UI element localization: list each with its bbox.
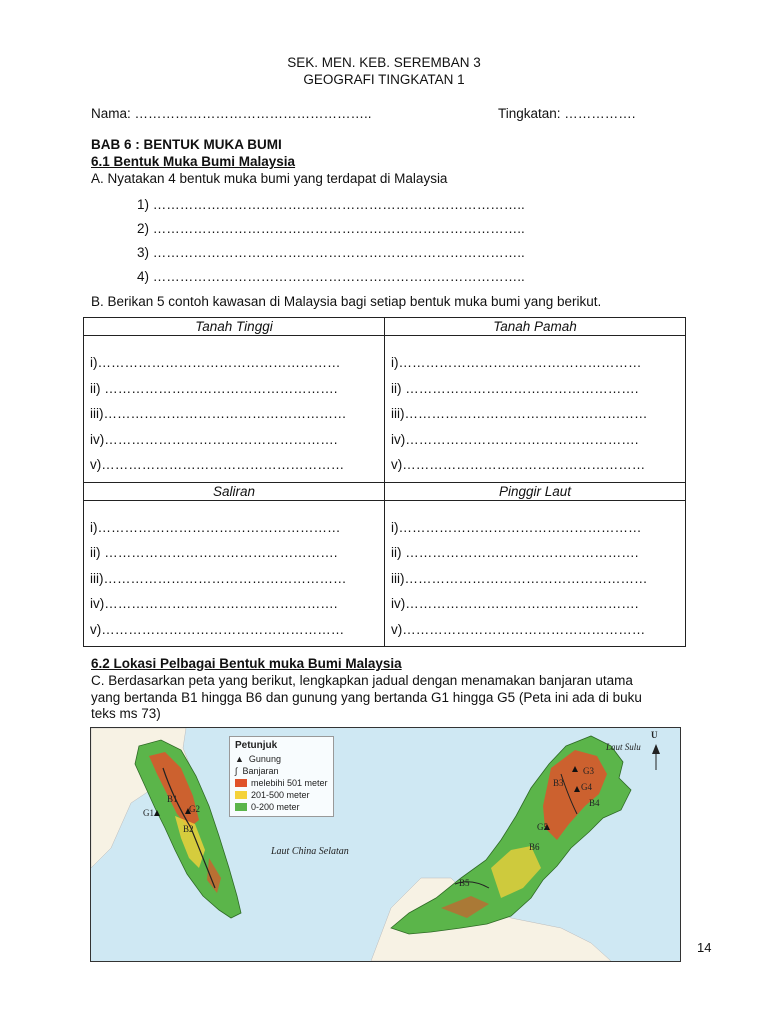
header-tanah-pamah: Tanah Pamah (385, 318, 686, 336)
landform-table (83, 317, 686, 647)
answer-line-2[interactable]: 2) ……………………………………………………………………….. (137, 221, 525, 236)
map-illustration (91, 728, 680, 961)
swatch-low (235, 803, 247, 811)
list-item[interactable]: iii)……………………………………………… (90, 406, 347, 421)
list-item[interactable]: ii) ……………………………………………. (90, 380, 338, 396)
mountain-icon: ▲ (235, 754, 244, 764)
swatch-mid (235, 791, 247, 799)
list-item[interactable]: v)……………………………………………… (90, 457, 345, 472)
legend-item: melebihi 501 meter (251, 778, 328, 788)
header-pinggir-laut: Pinggir Laut (385, 482, 686, 500)
class-field[interactable]: Tingkatan: ……………. (498, 106, 636, 121)
list-item[interactable]: i)……………………………………………… (391, 519, 642, 535)
list-item[interactable]: v)……………………………………………… (391, 457, 646, 472)
list-item[interactable]: iii)……………………………………………… (90, 570, 347, 586)
list-item[interactable]: iv)……………………………………………. (90, 596, 338, 611)
label-b4: B4 (589, 798, 600, 808)
list-item[interactable]: i)……………………………………………… (90, 355, 341, 370)
list-item[interactable]: iv)……………………………………………. (90, 431, 338, 447)
subject-title: GEOGRAFI TINGKATAN 1 (303, 72, 465, 87)
list-item[interactable]: i)……………………………………………… (391, 355, 642, 370)
name-field[interactable]: Nama: …………………………………………….. (91, 106, 372, 121)
list-item[interactable]: iii)……………………………………………… (391, 406, 648, 421)
label-b6: B6 (529, 842, 540, 852)
list-item[interactable]: i)……………………………………………… (90, 519, 341, 535)
legend-item: Banjaran (242, 766, 279, 776)
page-number: 14 (697, 940, 712, 955)
question-a: A. Nyatakan 4 bentuk muka bumi yang terdapat di Malaysia (91, 171, 448, 186)
sea-label-china: Laut China Selatan (271, 846, 349, 857)
legend-item: 0-200 meter (251, 802, 300, 812)
school-name: SEK. MEN. KEB. SEREMBAN 3 (287, 55, 481, 70)
question-c-line-1: C. Berdasarkan peta yang berikut, lengkapkan jadual dengan menamakan banjaran utama (91, 673, 633, 688)
label-g2: G2 (189, 804, 200, 814)
list-item[interactable]: iv)……………………………………………. (391, 596, 639, 611)
section2-title: 6.2 Lokasi Pelbagai Bentuk muka Bumi Malaysia (91, 656, 402, 671)
sea-label-sulu: Laut Sulu (606, 742, 641, 752)
label-g3: G3 (583, 766, 594, 776)
chapter-title: BAB 6 : BENTUK MUKA BUMI (91, 137, 282, 152)
answer-line-1[interactable]: 1) ……………………………………………………………………….. (137, 197, 525, 212)
list-item[interactable]: iii)……………………………………………… (391, 570, 648, 586)
label-b3: B3 (553, 778, 564, 788)
cell-tanah-pamah (385, 336, 686, 483)
cell-saliran (84, 500, 385, 647)
list-item[interactable]: ii) ……………………………………………. (391, 545, 639, 560)
answer-line-3[interactable]: 3) ……………………………………………………………………….. (137, 245, 525, 260)
list-item[interactable]: v)……………………………………………… (90, 621, 345, 637)
answer-line-4[interactable]: 4) ……………………………………………………………………….. (137, 269, 525, 284)
cell-pinggir-laut (385, 500, 686, 647)
list-item[interactable]: v)……………………………………………… (391, 621, 646, 637)
label-b2: B2 (183, 824, 194, 834)
legend-item: Gunung (248, 754, 281, 764)
legend-title: Petunjuk (235, 740, 278, 751)
swatch-high (235, 779, 247, 787)
question-b: B. Berikan 5 contoh kawasan di Malaysia bagi setiap bentuk muka bumi yang berikut. (91, 294, 602, 309)
map-legend (229, 736, 334, 817)
label-g1: G1 (143, 808, 154, 818)
range-line-icon: ∫ (235, 766, 238, 776)
label-g5: G5 (537, 822, 548, 832)
question-c-line-2: yang bertanda B1 hingga B6 dan gunung yang bertanda G1 hingga G5 (Peta ini ada di buku (91, 690, 642, 705)
label-g4: G4 (581, 782, 592, 792)
header-tanah-tinggi: Tanah Tinggi (84, 318, 385, 336)
malaysia-map (90, 727, 681, 962)
section1-title: 6.1 Bentuk Muka Bumi Malaysia (91, 154, 296, 169)
list-item[interactable]: iv)……………………………………………. (391, 431, 639, 447)
question-c-line-3: teks ms 73) (91, 706, 161, 721)
label-b1: B1 (167, 794, 178, 804)
north-label: U (651, 730, 658, 740)
cell-tanah-tinggi (84, 336, 385, 483)
legend-item: 201-500 meter (251, 790, 310, 800)
list-item[interactable]: ii) ……………………………………………. (391, 380, 639, 396)
label-b5: B5 (459, 878, 470, 888)
header-saliran: Saliran (84, 482, 385, 500)
list-item[interactable]: ii) ……………………………………………. (90, 545, 338, 560)
